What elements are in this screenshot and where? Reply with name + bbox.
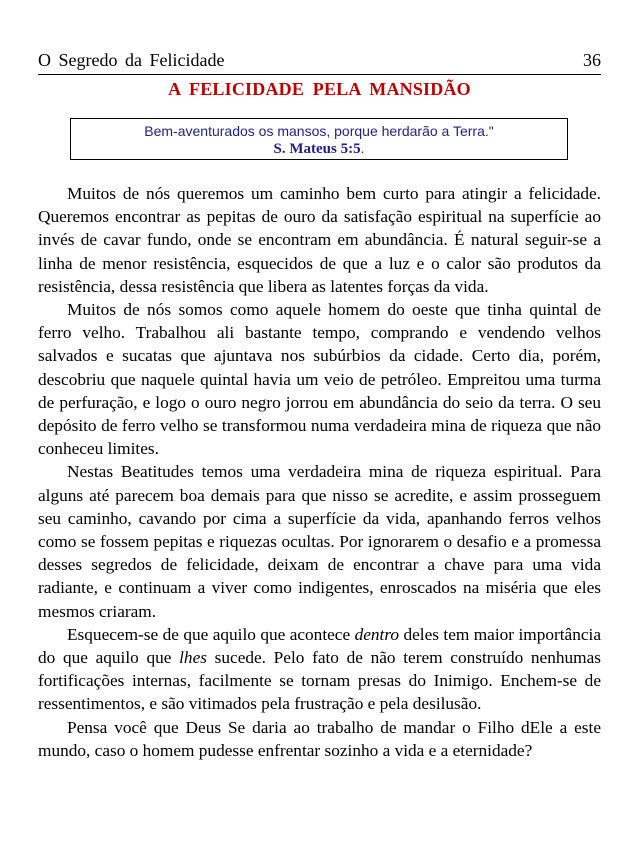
paragraph-text: Esquecem-se de que aquilo que acontece [67, 624, 355, 644]
paragraph [38, 623, 601, 716]
paragraph: Muitos de nós somos como aquele homem do oeste que tinha quintal de ferro velho. Trabalhou ali bastante tempo, comprando e vendendo velhos salvados e sucatas que ajuntava nos subúrbios da cidade. Certo dia, porém, descobriu que naquele quintal havia um veio de petróleo. Empreitou uma turma de perfuração, e logo o ouro negro jorrou em abundância do seio da terra. O seu depósito de ferro velho se transformou numa verdadeira mina de riqueza que não conheceu limites. [38, 300, 601, 459]
paragraph: Nestas Beatitudes temos uma verdadeira mina de riqueza espiritual. Para alguns até parecem boa demais para que nisso se acredite, e assim prosseguem seu caminho, cavando por cima a superfície da vida, apanhando ferros velhos como se fossem pepitas e riquezas ocultas. Por ignorarem o desafio e a promessa desses segredos de felicidade, deixam de encontrar a chave para uma vida radiante, e continuam a viver como indigentes, enroscados na miséria que eles mesmos criaram. [38, 462, 601, 621]
paragraph-text: deles tem maior importância do que aquilo que [38, 624, 602, 668]
body-text [38, 182, 601, 762]
paragraph: Muitos de nós queremos um caminho bem curto para atingir a felicidade. Queremos encontrar as pepitas de ouro da satisfação espiritual na superfície ao invés de cavar fundo, onde se encontram em abundância. É natural seguir-se a linha de menor resistência, esquecidos de que a luz e o calor são produtos da resistência, dessa resistência que libera as latentes forças da vida. [38, 184, 601, 296]
epigraph-reference-suffix: . [360, 140, 365, 156]
page-number: 36 [583, 50, 601, 70]
book-title: O Segredo da Felicidade [38, 50, 225, 70]
header-divider [38, 74, 601, 75]
emphasis: dentro [354, 624, 400, 644]
emphasis: lhes [179, 648, 207, 668]
page-header [38, 50, 601, 70]
epigraph-reference-line [71, 140, 567, 158]
epigraph-box [70, 118, 568, 160]
epigraph-reference: S. Mateus 5:5 [273, 141, 361, 157]
chapter-title: A FELICIDADE PELA MANSIDÃO [168, 79, 471, 99]
paragraph-text: sucede. Pelo fato de não terem construído nenhumas fortificações internas, facilmente se tornam presas do Inimigo. Enchem-se de ressentimentos, e são vitimados pela frustração e pela desilusão. [38, 648, 601, 714]
paragraph: Pensa você que Deus Se daria ao trabalho de mandar o Filho dEle a este mundo, caso o homem pudesse enfrentar sozinho a vida e a eternidade? [38, 717, 601, 760]
epigraph-quote: Bem-aventurados os mansos, porque herdarão a Terra." [144, 123, 494, 139]
